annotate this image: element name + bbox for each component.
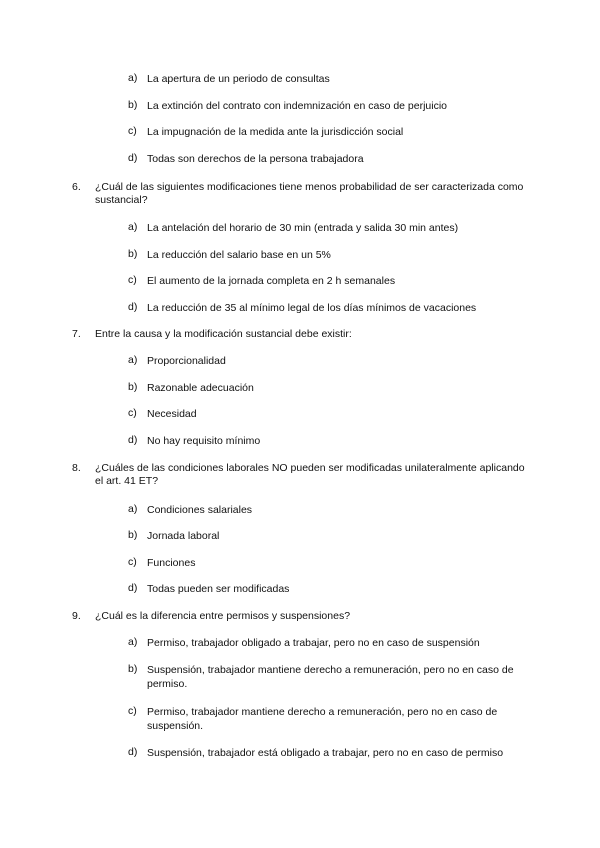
option-text: Razonable adecuación <box>147 382 254 394</box>
option-letter: b) <box>128 381 138 393</box>
option-letter: d) <box>128 301 138 313</box>
question-number: 6. <box>72 181 81 193</box>
option-text: La impugnación de la medida ante la jurisdicción social <box>147 126 404 138</box>
option-letter: a) <box>128 503 138 515</box>
option-text: Suspensión, trabajador está obligado a trabajar, pero no en caso de permiso <box>147 747 504 759</box>
option-text: Todas son derechos de la persona trabajadora <box>147 153 364 165</box>
option-text: La reducción del salario base en un 5% <box>147 249 331 261</box>
option-text: Jornada laboral <box>147 530 220 542</box>
option-letter: c) <box>128 125 137 137</box>
option-text: Condiciones salariales <box>147 504 253 516</box>
option-text: El aumento de la jornada completa en 2 h semanales <box>147 275 396 287</box>
option-letter: d) <box>128 746 138 758</box>
option-text: Funciones <box>147 557 196 569</box>
option-text: La antelación del horario de 30 min (entrada y salida 30 min antes) <box>147 222 459 234</box>
option-letter: a) <box>128 354 138 366</box>
question-text: ¿Cuál es la diferencia entre permisos y suspensiones? <box>95 610 351 622</box>
option-letter: c) <box>128 556 137 568</box>
option-letter: d) <box>128 434 138 446</box>
option-text: La apertura de un periodo de consultas <box>147 73 330 85</box>
option-text: No hay requisito mínimo <box>147 435 261 447</box>
question-number: 8. <box>72 462 81 474</box>
option-letter: b) <box>128 99 138 111</box>
option-letter: b) <box>128 663 138 675</box>
option-text: Permiso, trabajador mantiene derecho a remuneración, pero no en caso de suspensión. <box>147 706 498 732</box>
option-text: Suspensión, trabajador mantiene derecho a remuneración, pero no en caso de permiso. <box>147 664 514 690</box>
question-text: ¿Cuáles de las condiciones laborales NO pueden ser modificadas unilateralmente aplicando el art. 41 ET? <box>95 462 525 487</box>
option-letter: b) <box>128 529 138 541</box>
option-text: La extinción del contrato con indemnización en caso de perjuicio <box>147 100 448 112</box>
question-text: Entre la causa y la modificación sustancial debe existir: <box>95 328 352 340</box>
option-letter: b) <box>128 248 138 260</box>
option-text: Todas pueden ser modificadas <box>147 583 290 595</box>
option-letter: a) <box>128 72 138 84</box>
option-letter: d) <box>128 582 138 594</box>
option-letter: c) <box>128 274 137 286</box>
question-text: ¿Cuál de las siguientes modificaciones tiene menos probabilidad de ser caracterizada como sustancial? <box>95 181 524 206</box>
option-text: La reducción de 35 al mínimo legal de los días mínimos de vacaciones <box>147 302 477 314</box>
option-letter: a) <box>128 221 138 233</box>
question-number: 9. <box>72 610 81 622</box>
option-letter: c) <box>128 705 137 717</box>
option-letter: a) <box>128 636 138 648</box>
option-text: Proporcionalidad <box>147 355 226 367</box>
option-letter: d) <box>128 152 138 164</box>
question-number: 7. <box>72 328 81 340</box>
option-text: Permiso, trabajador obligado a trabajar, pero no en caso de suspensión <box>147 637 480 649</box>
option-text: Necesidad <box>147 408 197 420</box>
option-letter: c) <box>128 407 137 419</box>
